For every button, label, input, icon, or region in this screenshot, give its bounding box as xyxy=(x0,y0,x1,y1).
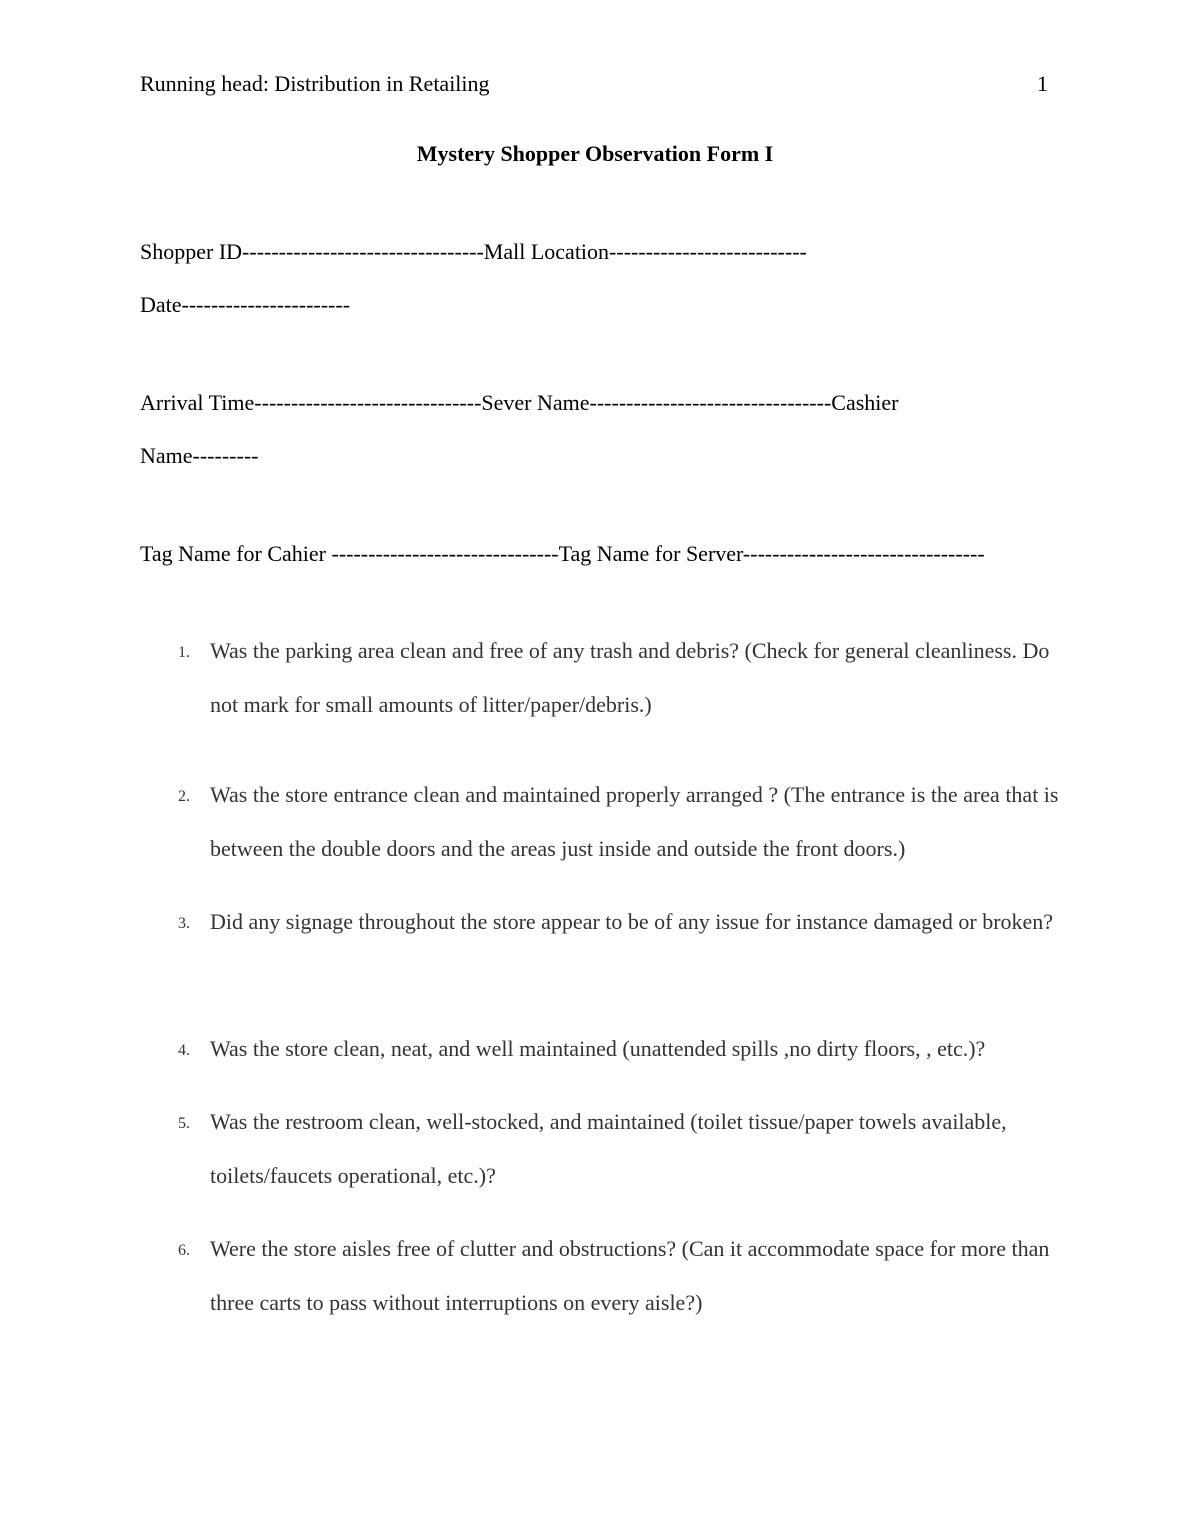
question-number: 1. xyxy=(178,644,190,661)
question-text: Was the parking area clean and free of any trash and debris? (Check for general cleanliness. Do not mark for small amounts of litter/paper/debris.) xyxy=(210,638,1050,717)
question-number: 2. xyxy=(178,788,190,805)
question-text: Was the store entrance clean and maintained properly arranged ? (The entrance is the area that is between the double doors and the areas just inside and outside the front doors.) xyxy=(210,782,1059,861)
question-number: 5. xyxy=(178,1115,190,1132)
cashier-name-line: Name--------- xyxy=(140,443,259,468)
question-text: Were the store aisles free of clutter and obstructions? (Can it accommodate space for more than three carts to pass without interruptions on every aisle?) xyxy=(210,1236,1050,1315)
date-line: Date----------------------- xyxy=(140,292,351,317)
arrival-server-cashier-line: Arrival Time-------------------------------Sever Name---------------------------------Cashier xyxy=(140,390,899,415)
tag-names-line: Tag Name for Cahier -------------------------------Tag Name for Server--------------------------------- xyxy=(140,541,985,566)
running-head: Running head: Distribution in Retailing xyxy=(140,71,490,96)
form-title: Mystery Shopper Observation Form I xyxy=(416,141,774,166)
question-text: Was the store clean, neat, and well maintained (unattended spills ,no dirty floors, , etc.)? xyxy=(210,1036,986,1061)
question-number: 6. xyxy=(178,1242,190,1259)
question-text: Was the restroom clean, well-stocked, and maintained (toilet tissue/paper towels available, toilets/faucets operational, etc.)? xyxy=(210,1109,1007,1188)
question-number: 3. xyxy=(178,915,190,932)
question-number: 4. xyxy=(178,1042,190,1059)
page-number: 1 xyxy=(1037,71,1048,96)
shopper-id-mall-location-line: Shopper ID---------------------------------Mall Location--------------------------- xyxy=(140,239,807,264)
question-text: Did any signage throughout the store appear to be of any issue for instance damaged or broken? xyxy=(210,909,1054,934)
